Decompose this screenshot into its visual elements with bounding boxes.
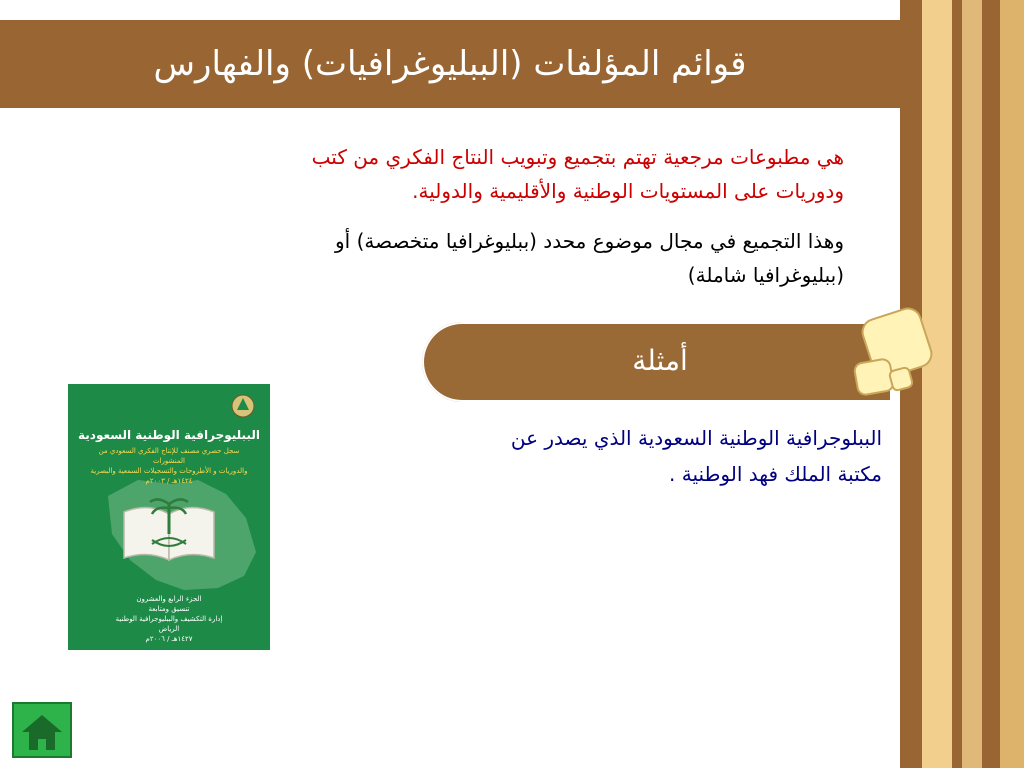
cover-volume: الجزء الرابع والعشرون: [136, 595, 202, 603]
cover-year: ١٤٢٧هـ / ٢٠٠٦م: [145, 635, 193, 643]
home-icon: [14, 704, 70, 756]
definition-line-1: هي مطبوعات مرجعية تهتم بتجميع وتبويب النتاج الفكري من كتب: [311, 145, 844, 169]
scope-text: [124, 224, 844, 292]
cover-publisher-info: [82, 594, 256, 644]
example-text: [322, 420, 882, 492]
scope-line-2: (ببليوغرافيا شاملة): [687, 263, 844, 287]
scope-line-1: وهذا التجميع في مجال موضوع محدد (ببليوغرافيا متخصصة) أو: [335, 229, 844, 253]
cover-coordination: تنسيق ومتابعة: [148, 605, 190, 613]
cover-title: الببليوجرافية الوطنية السعودية: [78, 428, 260, 442]
definition-line-2: ودوريات على المستويات الوطنية والأقليمية والدولية.: [412, 179, 844, 203]
cover-subtitle-line-3: ١٤٢٤هـ / ٢٠٠٣م: [145, 477, 193, 485]
home-button[interactable]: [12, 702, 72, 758]
example-line-1: الببلوجرافية الوطنية السعودية الذي يصدر عن: [510, 426, 882, 450]
definition-text: [124, 140, 844, 208]
cover-subtitle-line-1: سجل حصري مصنف للإنتاج الفكري السعودي من المنشورات: [98, 447, 240, 465]
cover-department: إدارة التكشيف والببليوجرافية الوطنية: [115, 615, 223, 623]
example-line-2: مكتبة الملك فهد الوطنية .: [669, 462, 882, 486]
cover-subtitle-line-2: والدوريات و الأطروحات والتسجيلات السمعية والبصرية: [90, 467, 248, 475]
cover-subtitle: [82, 446, 256, 486]
book-cover-image: [68, 384, 270, 650]
examples-label: أمثلة: [632, 343, 688, 377]
cover-city: الرياض: [158, 625, 180, 633]
slide-title: قوائم المؤلفات (الببليوغرافيات) والفهارس: [153, 44, 747, 84]
